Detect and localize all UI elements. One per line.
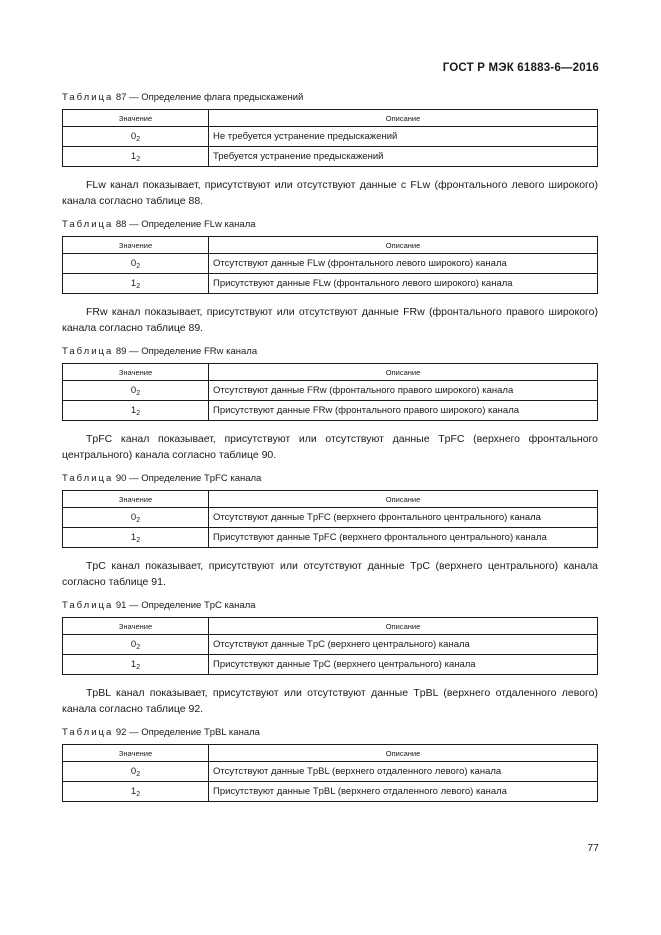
column-header-description: Описание [209, 491, 598, 508]
table-row [63, 508, 598, 528]
value-base: 2 [136, 135, 141, 143]
column-header-description: Описание [209, 618, 598, 635]
value-digit: 0 [130, 765, 137, 777]
paragraph-tpbl: TpBL канал показывает, присутствуют или отсутствуют данные TpBL (верхнего отдаленного левого) канала согласно таблице 92. [62, 687, 598, 715]
value-digit: 0 [130, 257, 137, 269]
value-cell [63, 782, 209, 802]
value-base: 2 [136, 155, 141, 163]
description-cell: Присутствуют данные TpFC (верхнего фронтального центрального) канала [209, 528, 598, 548]
document-header: ГОСТ Р МЭК 61883-6—2016 [442, 62, 599, 74]
column-header-description: Описание [209, 237, 598, 254]
description-cell: Требуется устранение предыскажений [209, 147, 598, 167]
value-cell [63, 274, 209, 294]
value-cell [63, 127, 209, 147]
table-row [63, 274, 598, 294]
description-cell: Присутствуют данные TpC (верхнего центрального) канала [209, 655, 598, 675]
table-label: Таблица [62, 727, 114, 738]
value-base: 2 [136, 516, 141, 524]
value-digit: 1 [130, 785, 137, 797]
table-row [63, 762, 598, 782]
column-header-description: Описание [209, 745, 598, 762]
column-header-value: Значение [63, 110, 209, 127]
table-row [63, 127, 598, 147]
description-cell: Не требуется устранение предыскажений [209, 127, 598, 147]
table-label: Таблица [62, 219, 114, 230]
value-digit: 0 [130, 511, 137, 523]
value-cell [63, 655, 209, 675]
paragraph-tpc: TpC канал показывает, присутствуют или отсутствуют данные TpC (верхнего центрального) канала согласно таблице 91. [62, 560, 598, 588]
table-row [63, 254, 598, 274]
value-digit: 1 [130, 150, 137, 162]
column-header-description: Описание [209, 110, 598, 127]
table-caption-text: 88 — Определение FLw канала [113, 219, 256, 230]
table-92 [62, 744, 598, 802]
table-header-row [63, 237, 598, 254]
table-row [63, 635, 598, 655]
table-caption-text: 90 — Определение TpFC канала [113, 473, 262, 484]
description-cell: Присутствуют данные FRw (фронтального правого широкого) канала [209, 401, 598, 421]
description-cell: Отсутствуют данные FLw (фронтального левого широкого) канала [209, 254, 598, 274]
table-87-caption [62, 92, 598, 103]
value-cell [63, 401, 209, 421]
value-cell [63, 762, 209, 782]
table-caption-text: 92 — Определение TpBL канала [113, 727, 260, 738]
table-88 [62, 236, 598, 294]
table-row [63, 782, 598, 802]
table-row [63, 401, 598, 421]
column-header-description: Описание [209, 364, 598, 381]
table-row [63, 381, 598, 401]
value-digit: 0 [130, 638, 137, 650]
column-header-value: Значение [63, 237, 209, 254]
table-header-row [63, 491, 598, 508]
column-header-value: Значение [63, 618, 209, 635]
table-91 [62, 617, 598, 675]
value-digit: 1 [130, 531, 137, 543]
value-base: 2 [136, 389, 141, 397]
table-caption-text: 91 — Определение TpC канала [113, 600, 256, 611]
value-cell [63, 254, 209, 274]
description-cell: Отсутствуют данные TpBL (верхнего отдаленного левого) канала [209, 762, 598, 782]
value-digit: 0 [130, 384, 137, 396]
column-header-value: Значение [63, 745, 209, 762]
value-cell [63, 635, 209, 655]
table-87 [62, 109, 598, 167]
table-row [63, 655, 598, 675]
table-header-row [63, 618, 598, 635]
table-88-caption [62, 219, 598, 230]
value-digit: 0 [130, 130, 137, 142]
value-base: 2 [136, 770, 141, 778]
table-90-caption [62, 473, 598, 484]
table-90 [62, 490, 598, 548]
value-base: 2 [136, 790, 141, 798]
table-row [63, 528, 598, 548]
table-91-caption [62, 600, 598, 611]
column-header-value: Значение [63, 364, 209, 381]
page-number: 77 [587, 842, 599, 854]
value-base: 2 [136, 409, 141, 417]
value-digit: 1 [130, 277, 137, 289]
table-caption-text: 89 — Определение FRw канала [113, 346, 258, 357]
value-cell [63, 528, 209, 548]
paragraph-frw: FRw канал показывает, присутствуют или отсутствуют данные FRw (фронтального правого широкого) канала согласно таблице 89. [62, 306, 598, 334]
value-base: 2 [136, 262, 141, 270]
description-cell: Присутствуют данные FLw (фронтального левого широкого) канала [209, 274, 598, 294]
value-cell [63, 147, 209, 167]
table-row [63, 147, 598, 167]
table-header-row [63, 364, 598, 381]
value-digit: 1 [130, 658, 137, 670]
table-header-row [63, 110, 598, 127]
description-cell: Отсутствуют данные TpFC (верхнего фронтального центрального) канала [209, 508, 598, 528]
value-base: 2 [136, 536, 141, 544]
document-content [62, 92, 598, 802]
value-base: 2 [136, 663, 141, 671]
value-base: 2 [136, 282, 141, 290]
table-caption-text: 87 — Определение флага предыскажений [113, 92, 304, 103]
column-header-value: Значение [63, 491, 209, 508]
table-92-caption [62, 727, 598, 738]
table-label: Таблица [62, 92, 114, 103]
value-digit: 1 [130, 404, 137, 416]
table-label: Таблица [62, 600, 114, 611]
table-89-caption [62, 346, 598, 357]
paragraph-tpfc: TpFC канал показывает, присутствуют или отсутствуют данные TpFC (верхнего фронтального центрального) канала согласно таблице 90. [62, 433, 598, 461]
value-base: 2 [136, 643, 141, 651]
table-89 [62, 363, 598, 421]
description-cell: Отсутствуют данные TpC (верхнего центрального) канала [209, 635, 598, 655]
table-label: Таблица [62, 473, 114, 484]
value-cell [63, 508, 209, 528]
table-header-row [63, 745, 598, 762]
description-cell: Отсутствуют данные FRw (фронтального правого широкого) канала [209, 381, 598, 401]
table-label: Таблица [62, 346, 114, 357]
paragraph-flw: FLw канал показывает, присутствуют или отсутствуют данные с FLw (фронтального левого широкого) канала согласно таблице 88. [62, 179, 598, 207]
value-cell [63, 381, 209, 401]
description-cell: Присутствуют данные TpBL (верхнего отдаленного левого) канала [209, 782, 598, 802]
